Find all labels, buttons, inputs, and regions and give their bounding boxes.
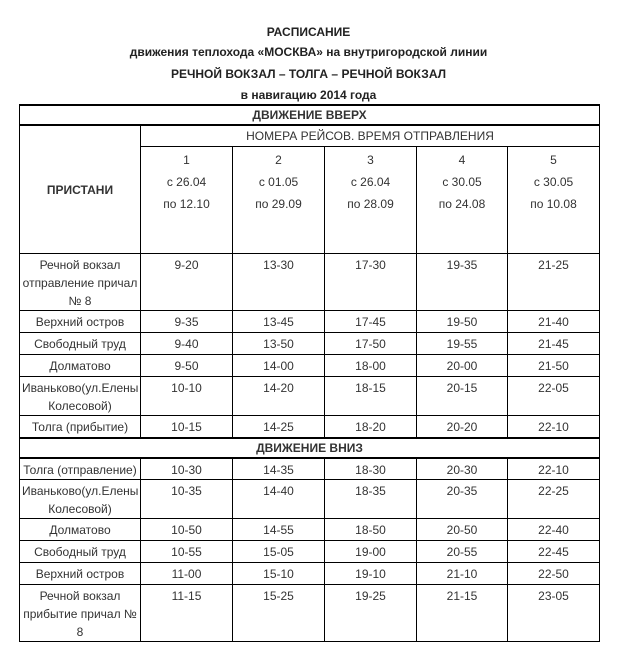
departure-time: 9-35 bbox=[141, 311, 233, 333]
departure-time: 20-00 bbox=[417, 355, 508, 377]
departure-time: 13-30 bbox=[233, 254, 325, 311]
departure-time: 9-40 bbox=[141, 333, 233, 355]
table-row bbox=[20, 377, 600, 416]
departure-time: 10-55 bbox=[141, 541, 233, 563]
section-up-row bbox=[20, 105, 600, 125]
trip-column-header bbox=[417, 147, 508, 254]
departure-time: 9-20 bbox=[141, 254, 233, 311]
subtitle-line: движения теплохода «МОСКВА» на внутригородской линии bbox=[129, 45, 488, 59]
route-line: РЕЧНОЙ ВОКЗАЛ – ТОЛГА – РЕЧНОЙ ВОКЗАЛ bbox=[170, 67, 447, 81]
departure-time: 15-25 bbox=[233, 585, 325, 642]
trip-from: с 26.04 bbox=[350, 175, 391, 189]
stop-name: Толга (отправление) bbox=[20, 458, 141, 480]
trip-column-header bbox=[325, 147, 417, 254]
trip-num: 1 bbox=[183, 153, 190, 167]
departure-time: 18-00 bbox=[325, 355, 417, 377]
departure-time: 19-55 bbox=[417, 333, 508, 355]
trip-num: 5 bbox=[550, 153, 557, 167]
table-row bbox=[20, 355, 600, 377]
trip-to: по 28.09 bbox=[347, 197, 394, 211]
stop-name: Речной вокзал отправление причал № 8 bbox=[20, 254, 141, 311]
departure-time: 22-10 bbox=[508, 416, 600, 438]
table-row bbox=[20, 311, 600, 333]
trip-from: с 26.04 bbox=[166, 175, 207, 189]
stop-name: Иваньково(ул.Елены Колесовой) bbox=[20, 377, 141, 416]
table-row bbox=[20, 563, 600, 585]
departure-time: 14-35 bbox=[233, 458, 325, 480]
departure-time: 17-30 bbox=[325, 254, 417, 311]
departure-time: 19-35 bbox=[417, 254, 508, 311]
trip-column-header bbox=[233, 147, 325, 254]
trip-num: 4 bbox=[458, 153, 466, 167]
departure-time: 21-15 bbox=[417, 585, 508, 642]
stop-name: Долматово bbox=[20, 355, 141, 377]
departure-time: 20-15 bbox=[417, 377, 508, 416]
departure-time: 18-35 bbox=[325, 480, 417, 519]
departure-time: 20-35 bbox=[417, 480, 508, 519]
stop-name: Свободный труд bbox=[20, 541, 141, 563]
departure-time: 22-45 bbox=[508, 541, 600, 563]
departure-time: 22-10 bbox=[508, 458, 600, 480]
trip-from: с 01.05 bbox=[258, 175, 299, 189]
trips-header-row bbox=[20, 125, 600, 147]
stop-name: Толга (прибытие) bbox=[20, 416, 141, 438]
departure-time: 22-25 bbox=[508, 480, 600, 519]
trip-num: 2 bbox=[275, 153, 282, 167]
stops-header: ПРИСТАНИ bbox=[20, 125, 141, 254]
departure-time: 14-55 bbox=[233, 519, 325, 541]
departure-time: 19-50 bbox=[417, 311, 508, 333]
departure-time: 17-50 bbox=[325, 333, 417, 355]
stop-name: Свободный труд bbox=[20, 333, 141, 355]
departure-time: 14-25 bbox=[233, 416, 325, 438]
departure-time: 19-00 bbox=[325, 541, 417, 563]
trip-from: с 30.05 bbox=[533, 175, 574, 189]
table-row bbox=[20, 458, 600, 480]
trip-from: с 30.05 bbox=[442, 175, 482, 189]
stop-name: Долматово bbox=[20, 519, 141, 541]
departure-time: 21-10 bbox=[417, 563, 508, 585]
schedule-header bbox=[0, 0, 617, 104]
departure-time: 15-10 bbox=[233, 563, 325, 585]
trip-column-header bbox=[508, 147, 600, 254]
departure-time: 10-10 bbox=[141, 377, 233, 416]
departure-time: 11-15 bbox=[141, 585, 233, 642]
stop-name: Верхний остров bbox=[20, 311, 141, 333]
departure-time: 20-20 bbox=[417, 416, 508, 438]
schedule-table bbox=[19, 104, 600, 642]
table-row bbox=[20, 519, 600, 541]
departure-time: 13-50 bbox=[233, 333, 325, 355]
departure-time: 21-45 bbox=[508, 333, 600, 355]
trip-num: 3 bbox=[367, 153, 374, 167]
table-row bbox=[20, 480, 600, 519]
departure-time: 20-30 bbox=[417, 458, 508, 480]
departure-time: 21-50 bbox=[508, 355, 600, 377]
departure-time: 19-10 bbox=[325, 563, 417, 585]
departure-time: 22-40 bbox=[508, 519, 600, 541]
trip-column-header bbox=[141, 147, 233, 254]
departure-time: 9-50 bbox=[141, 355, 233, 377]
departure-time: 10-30 bbox=[141, 458, 233, 480]
departure-time: 18-15 bbox=[325, 377, 417, 416]
departure-time: 14-20 bbox=[233, 377, 325, 416]
departure-time: 10-35 bbox=[141, 480, 233, 519]
departure-time: 13-45 bbox=[233, 311, 325, 333]
departure-time: 18-30 bbox=[325, 458, 417, 480]
stop-name: Речной вокзал прибытие причал № 8 bbox=[20, 585, 141, 642]
stop-name: Верхний остров bbox=[20, 563, 141, 585]
departure-time: 14-40 bbox=[233, 480, 325, 519]
departure-time: 19-25 bbox=[325, 585, 417, 642]
departure-time: 10-50 bbox=[141, 519, 233, 541]
departure-time: 22-05 bbox=[508, 377, 600, 416]
departure-time: 17-45 bbox=[325, 311, 417, 333]
trip-to: по 24.08 bbox=[438, 197, 486, 211]
departure-time: 14-00 bbox=[233, 355, 325, 377]
trip-to: по 29.09 bbox=[255, 197, 302, 211]
departure-time: 11-00 bbox=[141, 563, 233, 585]
stop-name: Иваньково(ул.Елены Колесовой) bbox=[20, 480, 141, 519]
section-up-label: ДВИЖЕНИЕ ВВЕРХ bbox=[20, 105, 600, 125]
departure-time: 10-15 bbox=[141, 416, 233, 438]
departure-time: 18-20 bbox=[325, 416, 417, 438]
section-down-row bbox=[20, 438, 600, 458]
departure-time: 15-05 bbox=[233, 541, 325, 563]
trips-header: НОМЕРА РЕЙСОВ. ВРЕМЯ ОТПРАВЛЕНИЯ bbox=[141, 125, 600, 147]
departure-time: 18-50 bbox=[325, 519, 417, 541]
departure-time: 21-40 bbox=[508, 311, 600, 333]
departure-time: 20-55 bbox=[417, 541, 508, 563]
table-row bbox=[20, 254, 600, 311]
trip-to: по 12.10 bbox=[163, 197, 210, 211]
trip-to: по 10.08 bbox=[530, 197, 577, 211]
departure-time: 22-50 bbox=[508, 563, 600, 585]
table-row bbox=[20, 333, 600, 355]
title: РАСПИСАНИЕ bbox=[266, 25, 351, 39]
departure-time: 21-25 bbox=[508, 254, 600, 311]
table-row bbox=[20, 585, 600, 642]
departure-time: 23-05 bbox=[508, 585, 600, 642]
table-row bbox=[20, 541, 600, 563]
season-line: в навигацию 2014 года bbox=[240, 88, 377, 102]
section-down-label: ДВИЖЕНИЕ ВНИЗ bbox=[20, 438, 600, 458]
table-row bbox=[20, 416, 600, 438]
departure-time: 20-50 bbox=[417, 519, 508, 541]
